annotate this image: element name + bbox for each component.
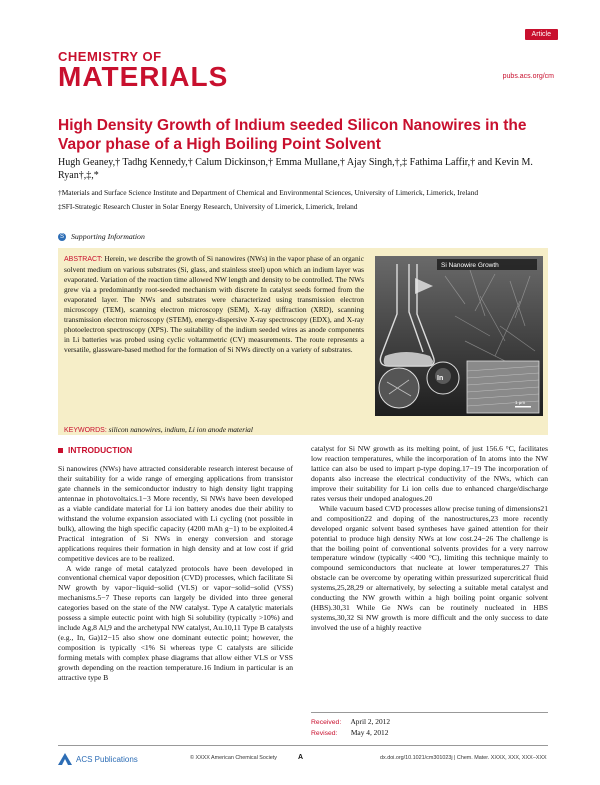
abstract-body: Herein, we describe the growth of Si nanowires (NWs) in the vapor phase of an organic solvent medium on various substrates (Si, glass, and stainless steel) upon which an indium layer was evaporated. Variation of the reaction time allowed NW length and density to be controlled. The NWs grew via a predominantly root-seeded mechanism with discrete In catalyst seeds formed from the evaporated layer. The NWs and substrates were characterized using transmission electron microscopy (TEM), scanning electron microscopy (SEM), X-ray diffraction (XRD), scanning transmission electron microscopy (STEM), energy-dispersive X-ray spectroscopy (EDX), and X-ray photoelectron spectroscopy (XPS). The suitability of the indium seeded wires as anode components in Li batteries was probed using cyclic voltammetric (CV) measurements. The route represents a versatile, glassware-based method for the formation of Si NWs directly on a variety of substrates. bbox=[64, 254, 364, 354]
paragraph: A wide range of metal catalyzed protocols have been developed in conventional chemical vapor deposition (CVD) processes, which facilitate Si NW growth by vapor−liquid−solid (VLS) or vapor−solid−solid (VSS) mechanisms.5−7 These reports can largely be divided into three general categories based on the state of the NW catalyst. Type A catalytic materials possess a simple eutectic point with high Si solubility (typically >10%) and include Ag,8 Al,9 and the archetypal NW catalyst, Au.10,11 Type B catalysts (e.g., In, Ga)12−15 also show one dominant eutectic point; however, the composition is typically <1% Si whereas type C catalysts are silicide forming metals with complex phase diagrams that allow either VLS or VSS growth depending on the reaction temperature.16 Indium in particular is an attractive type B bbox=[58, 563, 293, 683]
received-row bbox=[311, 717, 548, 728]
acs-publications-logo[interactable] bbox=[58, 753, 138, 765]
abstract bbox=[64, 254, 364, 355]
acs-logo-icon bbox=[58, 753, 72, 765]
journal-logo-line2: MATERIALS bbox=[58, 61, 229, 92]
abstract-label: ABSTRACT: bbox=[64, 256, 103, 263]
received-dates bbox=[311, 712, 548, 739]
affiliation-2: ‡SFI-Strategic Research Cluster in Solar Energy Research, University of Limerick, Limerick, Ireland bbox=[58, 202, 358, 211]
paragraph: While vacuum based CVD processes allow precise tuning of dimensions21 and composition22 and doping of the nanostructures,23 more recently developed organic solvent based syntheses have gained attention for their potential to produce high density NWs at low cost.24−26 The challenge is that the boiling point of conventional solvents provides for a very narrow temperature window (typically <400 °C), limiting this technique mainly to compound semiconductors that nucleate at lower temperatures.27 This obstacle can be overcome by operating within pressurized supercritical fluid systems,25,28,29 or alternatively, by selecting a suitable metal catalyst and conducting the NW growth within a high boiling point organic solvent (HBS).30,31 While Ge NWs can be routinely nucleated in HBS systems,30,32 Si NW growth is more difficult and the only success to date involved the use of a highly reactive bbox=[311, 503, 548, 633]
supporting-info-label: Supporting Information bbox=[71, 232, 145, 241]
footer-divider bbox=[58, 745, 548, 746]
article-type-badge: Article bbox=[525, 29, 558, 40]
keywords bbox=[64, 425, 544, 434]
toc-caption: Si Nanowire Growth bbox=[441, 262, 499, 269]
revised-row bbox=[311, 728, 548, 739]
paragraph: catalyst for Si NW growth as its melting point, of just 156.6 °C, facilitates low reaction temperatures, while the incorporation of In atoms into the NW lattice can also be used to impart p-type doping.17−19 The incorporation of dopants also increase the electrical conductivity of the NWs, which can improve their suitability for Li ion cells due to enhanced charge/discharge rates versus their undoped analogues.20 bbox=[311, 444, 548, 503]
revised-value: May 4, 2012 bbox=[350, 728, 389, 737]
keywords-list: silicon nanowires, indium, Li ion anode material bbox=[108, 425, 253, 434]
body-column-left bbox=[58, 464, 293, 683]
journal-logo[interactable] bbox=[58, 50, 228, 91]
author-list: Hugh Geaney,† Tadhg Kennedy,† Calum Dickinson,† Emma Mullane,† Ajay Singh,†,‡ Fathima Laffir,† and Kevin M. Ryan†,‡,* bbox=[58, 157, 533, 181]
supporting-info-icon: S bbox=[59, 233, 64, 240]
received-label: Received: bbox=[311, 719, 342, 726]
keywords-label: KEYWORDS: bbox=[64, 427, 107, 434]
toc-scale-bar: 1 μm bbox=[515, 400, 526, 405]
toc-graphic bbox=[375, 256, 543, 416]
toc-label-in: In bbox=[437, 375, 444, 382]
affiliation-1: †Materials and Surface Science Institute and Department of Chemical and Environmental Sciences, University of Limerick, Limerick, Ireland bbox=[58, 188, 479, 197]
received-value: April 2, 2012 bbox=[350, 717, 391, 726]
acs-publications-label: ACS Publications bbox=[76, 754, 138, 764]
supporting-info-link[interactable] bbox=[58, 232, 145, 241]
copyright: © XXXX American Chemical Society bbox=[190, 755, 277, 761]
section-square-icon bbox=[58, 448, 63, 453]
doi-citation[interactable]: dx.doi.org/10.1021/cm301023j | Chem. Mater. XXXX, XXX, XXX−XXX bbox=[380, 755, 547, 761]
journal-url-link[interactable]: pubs.acs.org/cm bbox=[502, 73, 554, 80]
article-title: High Density Growth of Indium seeded Silicon Nanowires in the Vapor phase of a High Boiling Point Solvent bbox=[58, 117, 527, 153]
section-heading-introduction bbox=[58, 445, 132, 455]
section-heading-label: INTRODUCTION bbox=[68, 445, 133, 455]
affiliations bbox=[58, 188, 548, 216]
journal-logo-line1: CHEMISTRY OF bbox=[58, 49, 162, 64]
toc-graphic-illustration bbox=[375, 256, 543, 416]
paragraph: Si nanowires (NWs) have attracted considerable research interest because of their suitability for a wide range of emerging applications from transistor gate channels in the semiconductor industry to high density light trapping antennae in photovoltaics.1−3 More recently, Si NWs have been developed as a viable candidate material for Li ion battery anodes due their ability to withstand the volume expansion associated with Li cycling (not possible in bulk), allowing the high specific capacity (4200 mAh g−1) to be exploited.4 Practical integration of Si NWs in energy conversion and storage applications requires their formation in high density and at low cost if grid competitive devices are to be realized. bbox=[58, 464, 293, 563]
body-column-right bbox=[311, 444, 548, 633]
page-number: A bbox=[298, 754, 304, 761]
revised-label: Revised: bbox=[311, 730, 338, 737]
